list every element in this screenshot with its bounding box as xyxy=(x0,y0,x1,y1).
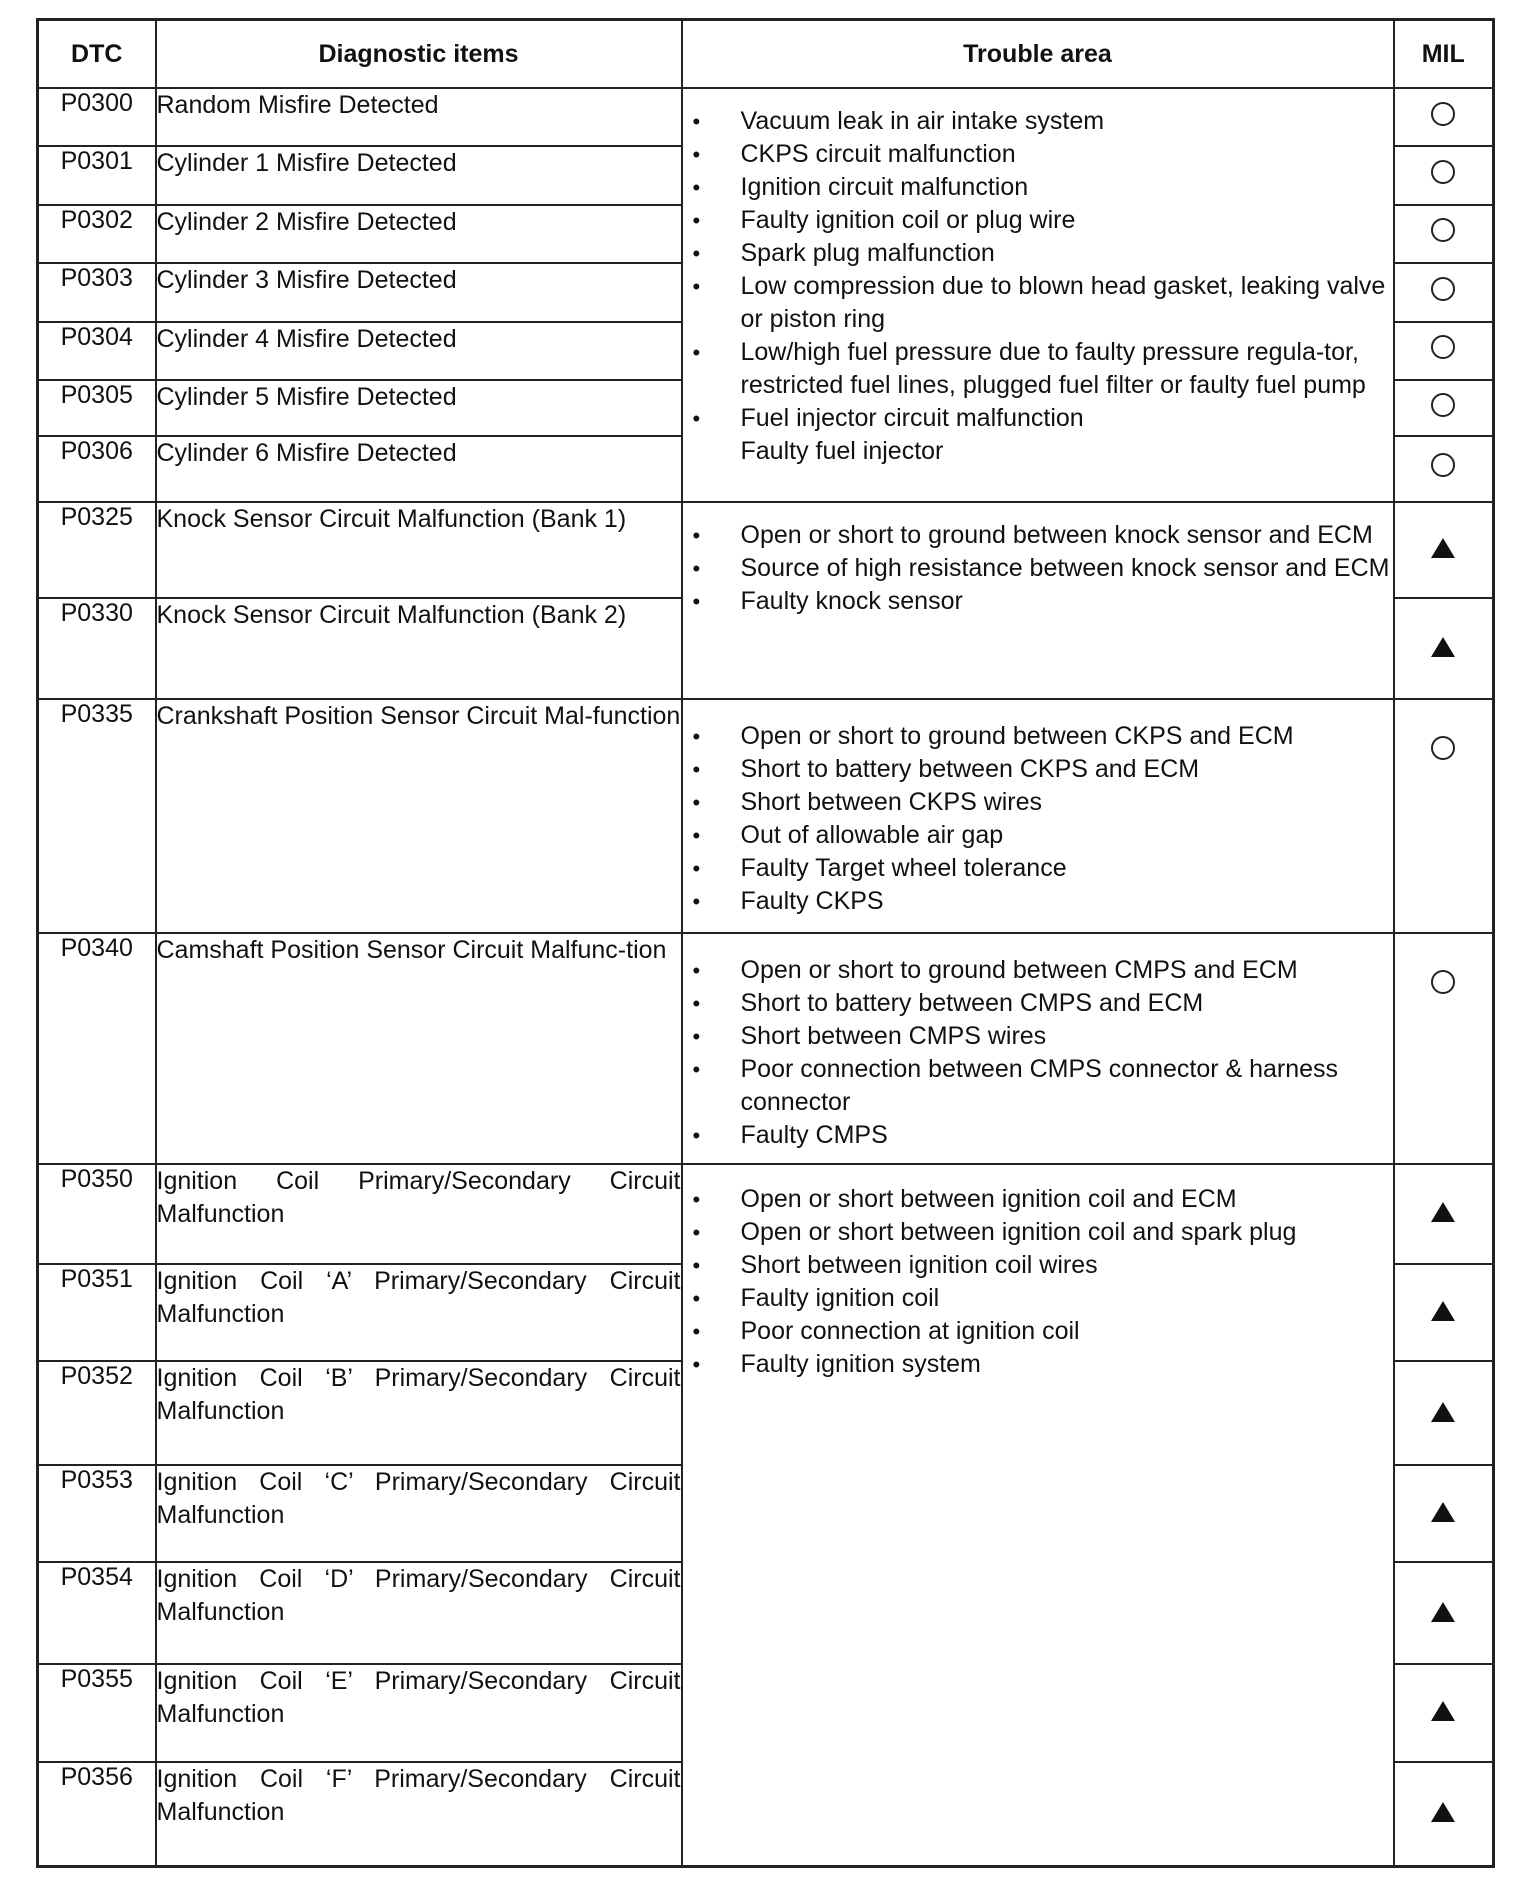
bullet-icon: • xyxy=(692,888,701,914)
trouble-item xyxy=(683,1020,1393,1053)
dtc-code: P0306 xyxy=(38,436,156,501)
dtc-code: P0352 xyxy=(38,1361,156,1465)
table-row xyxy=(38,1164,1494,1264)
diagnostic-item xyxy=(156,205,682,263)
trouble-list xyxy=(683,954,1393,1152)
diagnostic-item xyxy=(156,88,682,146)
trouble-area-cell xyxy=(682,1164,1394,1867)
mil-indicator xyxy=(1394,1164,1494,1264)
mil-indicator xyxy=(1394,1361,1494,1465)
bullet-icon: • xyxy=(692,1285,701,1311)
diagnostic-item xyxy=(156,146,682,204)
trouble-item-text: Short between CMPS wires xyxy=(740,1022,1047,1051)
triangle-icon xyxy=(1431,1202,1455,1222)
trouble-item xyxy=(683,1053,1393,1119)
bullet-icon: • xyxy=(692,175,701,200)
trouble-list xyxy=(683,1183,1393,1381)
bullet-icon: • xyxy=(692,555,701,581)
diagnostic-item-text: Camshaft Position Sensor Circuit Malfunc-tion xyxy=(156,936,667,965)
diagnostic-item xyxy=(156,699,682,934)
trouble-item-text: Spark plug malfunction xyxy=(740,239,995,267)
bullet-icon: • xyxy=(692,1219,701,1245)
dtc-code: P0351 xyxy=(38,1264,156,1362)
trouble-item-text: Low/high fuel pressure due to faulty pressure regula-tor, restricted fuel lines, plugged fuel filter or faulty fuel pump xyxy=(740,338,1366,399)
circle-icon xyxy=(1431,218,1455,242)
header-row xyxy=(38,20,1494,89)
trouble-area-cell xyxy=(682,88,1394,502)
trouble-item xyxy=(683,204,1393,237)
diagnostic-item-text: Ignition Coil ‘D’ Primary/Secondary Circuit Malfunction xyxy=(156,1565,681,1627)
diagnostic-item-text: Cylinder 3 Misfire Detected xyxy=(156,266,457,295)
triangle-icon xyxy=(1431,1402,1455,1422)
triangle-icon xyxy=(1431,1301,1455,1321)
dtc-code: P0335 xyxy=(38,699,156,934)
mil-indicator xyxy=(1394,88,1494,146)
dtc-table xyxy=(36,18,1495,1868)
trouble-item-text: Faulty ignition coil or plug wire xyxy=(740,206,1076,234)
bullet-icon: • xyxy=(692,522,701,548)
trouble-item xyxy=(683,987,1393,1020)
bullet-icon: • xyxy=(692,958,701,984)
diagnostic-item xyxy=(156,1361,682,1465)
trouble-item xyxy=(683,753,1393,786)
trouble-item-text: Faulty CMPS xyxy=(740,1121,888,1150)
bullet-icon: • xyxy=(692,1351,701,1377)
bullet-icon: • xyxy=(692,1186,701,1212)
trouble-item xyxy=(683,519,1393,552)
mil-indicator xyxy=(1394,502,1494,599)
trouble-item xyxy=(683,1282,1393,1315)
trouble-item-text: Open or short to ground between CMPS and ECM xyxy=(740,956,1298,985)
circle-icon xyxy=(1431,102,1455,126)
trouble-item-text: Open or short between ignition coil and ECM xyxy=(740,1184,1237,1213)
trouble-item xyxy=(683,138,1393,171)
trouble-item-text: Out of allowable air gap xyxy=(740,820,1004,849)
mil-indicator xyxy=(1394,1562,1494,1664)
trouble-item-text: Short to battery between CMPS and ECM xyxy=(740,989,1204,1018)
trouble-item xyxy=(683,1216,1393,1249)
diagnostic-item-text: Ignition Coil ‘F’ Primary/Secondary Circuit Malfunction xyxy=(156,1764,681,1826)
trouble-item-text: Fuel injector circuit malfunction xyxy=(740,404,1084,432)
bullet-icon: • xyxy=(692,588,701,614)
diagnostic-item-text: Cylinder 4 Misfire Detected xyxy=(156,324,457,353)
bullet-icon: • xyxy=(692,241,701,266)
trouble-item-text: Short between CKPS wires xyxy=(740,787,1043,816)
dtc-code: P0350 xyxy=(38,1164,156,1264)
bullet-icon: • xyxy=(692,274,701,299)
circle-icon xyxy=(1431,335,1455,359)
trouble-item-text: Low compression due to blown head gasket, leaking valve or piston ring xyxy=(740,272,1386,333)
trouble-item xyxy=(683,819,1393,852)
mil-indicator xyxy=(1394,263,1494,321)
dtc-code: P0356 xyxy=(38,1762,156,1867)
diagnostic-item-text: Cylinder 5 Misfire Detected xyxy=(156,382,457,411)
bullet-icon: • xyxy=(692,1024,701,1050)
trouble-item xyxy=(683,435,1393,468)
bullet-icon: • xyxy=(692,1057,701,1083)
diagnostic-item xyxy=(156,436,682,501)
trouble-list xyxy=(683,720,1393,918)
bullet-icon: • xyxy=(692,109,701,134)
circle-icon xyxy=(1431,736,1455,760)
diagnostic-item xyxy=(156,1562,682,1664)
table-row xyxy=(38,699,1494,934)
diagnostic-item-text: Knock Sensor Circuit Malfunction (Bank 1) xyxy=(156,504,627,533)
triangle-icon xyxy=(1431,1502,1455,1522)
diagnostic-item xyxy=(156,1164,682,1264)
mil-indicator xyxy=(1394,436,1494,501)
trouble-item xyxy=(683,237,1393,270)
trouble-item-text: Faulty fuel injector xyxy=(740,437,944,465)
trouble-item-text: Faulty Target wheel tolerance xyxy=(740,853,1067,882)
bullet-icon: • xyxy=(692,822,701,848)
mil-indicator xyxy=(1394,1762,1494,1867)
trouble-item-text: Vacuum leak in air intake system xyxy=(740,107,1105,135)
diagnostic-item xyxy=(156,1264,682,1362)
dtc-code: P0300 xyxy=(38,88,156,146)
diagnostic-item xyxy=(156,933,682,1163)
diagnostic-item-text: Ignition Coil ‘B’ Primary/Secondary Circuit Malfunction xyxy=(156,1364,681,1426)
diagnostic-item xyxy=(156,598,682,699)
trouble-item-text: Open or short to ground between knock sensor and ECM xyxy=(740,520,1373,549)
trouble-list xyxy=(683,519,1393,618)
diagnostic-item-text: Ignition Coil ‘C’ Primary/Secondary Circuit Malfunction xyxy=(156,1467,681,1529)
diagnostic-item-text: Random Misfire Detected xyxy=(156,91,439,119)
trouble-item xyxy=(683,402,1393,435)
trouble-item-text: Short to battery between CKPS and ECM xyxy=(740,754,1200,783)
dtc-code: P0301 xyxy=(38,146,156,204)
trouble-item xyxy=(683,171,1393,204)
trouble-item xyxy=(683,585,1393,618)
bullet-icon: • xyxy=(692,991,701,1017)
trouble-item-text: Faulty knock sensor xyxy=(740,586,963,615)
triangle-icon xyxy=(1431,538,1455,558)
trouble-item-text: Open or short between ignition coil and spark plug xyxy=(740,1217,1297,1246)
trouble-item xyxy=(683,852,1393,885)
diagnostic-item-text: Ignition Coil ‘E’ Primary/Secondary Circuit Malfunction xyxy=(156,1667,681,1729)
triangle-icon xyxy=(1431,1802,1455,1822)
circle-icon xyxy=(1431,970,1455,994)
trouble-item-text: Poor connection at ignition coil xyxy=(740,1316,1080,1345)
trouble-item xyxy=(683,1348,1393,1381)
table-body xyxy=(38,88,1494,1867)
diagnostic-item xyxy=(156,380,682,436)
trouble-item-text: Faulty CKPS xyxy=(740,886,884,915)
mil-indicator xyxy=(1394,380,1494,436)
trouble-item xyxy=(683,270,1393,336)
dtc-code: P0330 xyxy=(38,598,156,699)
diagnostic-item xyxy=(156,502,682,599)
diagnostic-item-text: Cylinder 2 Misfire Detected xyxy=(156,207,457,236)
circle-icon xyxy=(1431,160,1455,184)
dtc-code: P0305 xyxy=(38,380,156,436)
header-diagnostic-items: Diagnostic items xyxy=(156,20,682,89)
mil-indicator xyxy=(1394,1465,1494,1563)
trouble-item xyxy=(683,885,1393,918)
table-row xyxy=(38,933,1494,1163)
bullet-icon: • xyxy=(692,340,701,365)
mil-indicator xyxy=(1394,1264,1494,1362)
triangle-icon xyxy=(1431,637,1455,657)
bullet-icon: • xyxy=(692,406,701,431)
trouble-item-text: Source of high resistance between knock sensor and ECM xyxy=(740,553,1390,582)
trouble-item-text: Faulty ignition system xyxy=(740,1349,981,1378)
header-dtc: DTC xyxy=(38,20,156,89)
trouble-item xyxy=(683,1119,1393,1152)
mil-indicator xyxy=(1394,205,1494,263)
trouble-item xyxy=(683,786,1393,819)
diagnostic-item-text: Crankshaft Position Sensor Circuit Mal-function xyxy=(156,701,681,730)
dtc-code: P0355 xyxy=(38,1664,156,1762)
bullet-icon: • xyxy=(692,789,701,815)
bullet-icon: • xyxy=(692,1318,701,1344)
trouble-item-text: Ignition circuit malfunction xyxy=(740,173,1029,201)
trouble-area-cell xyxy=(682,933,1394,1163)
dtc-code: P0354 xyxy=(38,1562,156,1664)
circle-icon xyxy=(1431,277,1455,301)
diagnostic-item xyxy=(156,1762,682,1867)
trouble-area-cell xyxy=(682,699,1394,934)
diagnostic-item xyxy=(156,322,682,380)
bullet-icon: • xyxy=(692,723,701,749)
triangle-icon xyxy=(1431,1701,1455,1721)
dtc-code: P0302 xyxy=(38,205,156,263)
mil-indicator xyxy=(1394,1664,1494,1762)
trouble-item-text: Poor connection between CMPS connector & harness connector xyxy=(740,1055,1339,1117)
mil-indicator xyxy=(1394,933,1494,1163)
trouble-item xyxy=(683,954,1393,987)
table-row xyxy=(38,502,1494,599)
diagnostic-item-text: Ignition Coil Primary/Secondary Circuit Malfunction xyxy=(156,1166,681,1228)
dtc-code: P0304 xyxy=(38,322,156,380)
circle-icon xyxy=(1431,393,1455,417)
mil-indicator xyxy=(1394,322,1494,380)
bullet-icon: • xyxy=(692,1252,701,1278)
trouble-item xyxy=(683,720,1393,753)
trouble-item xyxy=(683,336,1393,402)
diagnostic-item-text: Cylinder 1 Misfire Detected xyxy=(156,149,457,178)
diagnostic-item-text: Knock Sensor Circuit Malfunction (Bank 2) xyxy=(156,601,627,630)
trouble-item xyxy=(683,552,1393,585)
trouble-item xyxy=(683,1183,1393,1216)
trouble-item-text: Open or short to ground between CKPS and ECM xyxy=(740,721,1294,750)
header-mil: MIL xyxy=(1394,20,1494,89)
dtc-code: P0340 xyxy=(38,933,156,1163)
dtc-code: P0353 xyxy=(38,1465,156,1563)
mil-indicator xyxy=(1394,699,1494,934)
circle-icon xyxy=(1431,453,1455,477)
dtc-code: P0303 xyxy=(38,263,156,321)
diagnostic-item-text: Cylinder 6 Misfire Detected xyxy=(156,439,457,468)
header-trouble-area: Trouble area xyxy=(682,20,1394,89)
bullet-icon: • xyxy=(692,208,701,233)
trouble-item xyxy=(683,1315,1393,1348)
dtc-code: P0325 xyxy=(38,502,156,599)
trouble-area-cell xyxy=(682,502,1394,699)
trouble-item-text: CKPS circuit malfunction xyxy=(740,140,1016,168)
bullet-icon: • xyxy=(692,855,701,881)
bullet-icon: • xyxy=(692,142,701,167)
mil-indicator xyxy=(1394,598,1494,699)
diagnostic-item xyxy=(156,1664,682,1762)
bullet-icon: • xyxy=(692,756,701,782)
trouble-item-text: Short between ignition coil wires xyxy=(740,1250,1098,1279)
diagnostic-item-text: Ignition Coil ‘A’ Primary/Secondary Circuit Malfunction xyxy=(156,1266,681,1328)
triangle-icon xyxy=(1431,1602,1455,1622)
bullet-icon: • xyxy=(692,1123,701,1149)
trouble-item xyxy=(683,1249,1393,1282)
diagnostic-item xyxy=(156,1465,682,1563)
table-row xyxy=(38,88,1494,146)
diagnostic-item xyxy=(156,263,682,321)
trouble-item-text: Faulty ignition coil xyxy=(740,1283,940,1312)
mil-indicator xyxy=(1394,146,1494,204)
trouble-item xyxy=(683,105,1393,138)
trouble-list xyxy=(683,105,1393,468)
